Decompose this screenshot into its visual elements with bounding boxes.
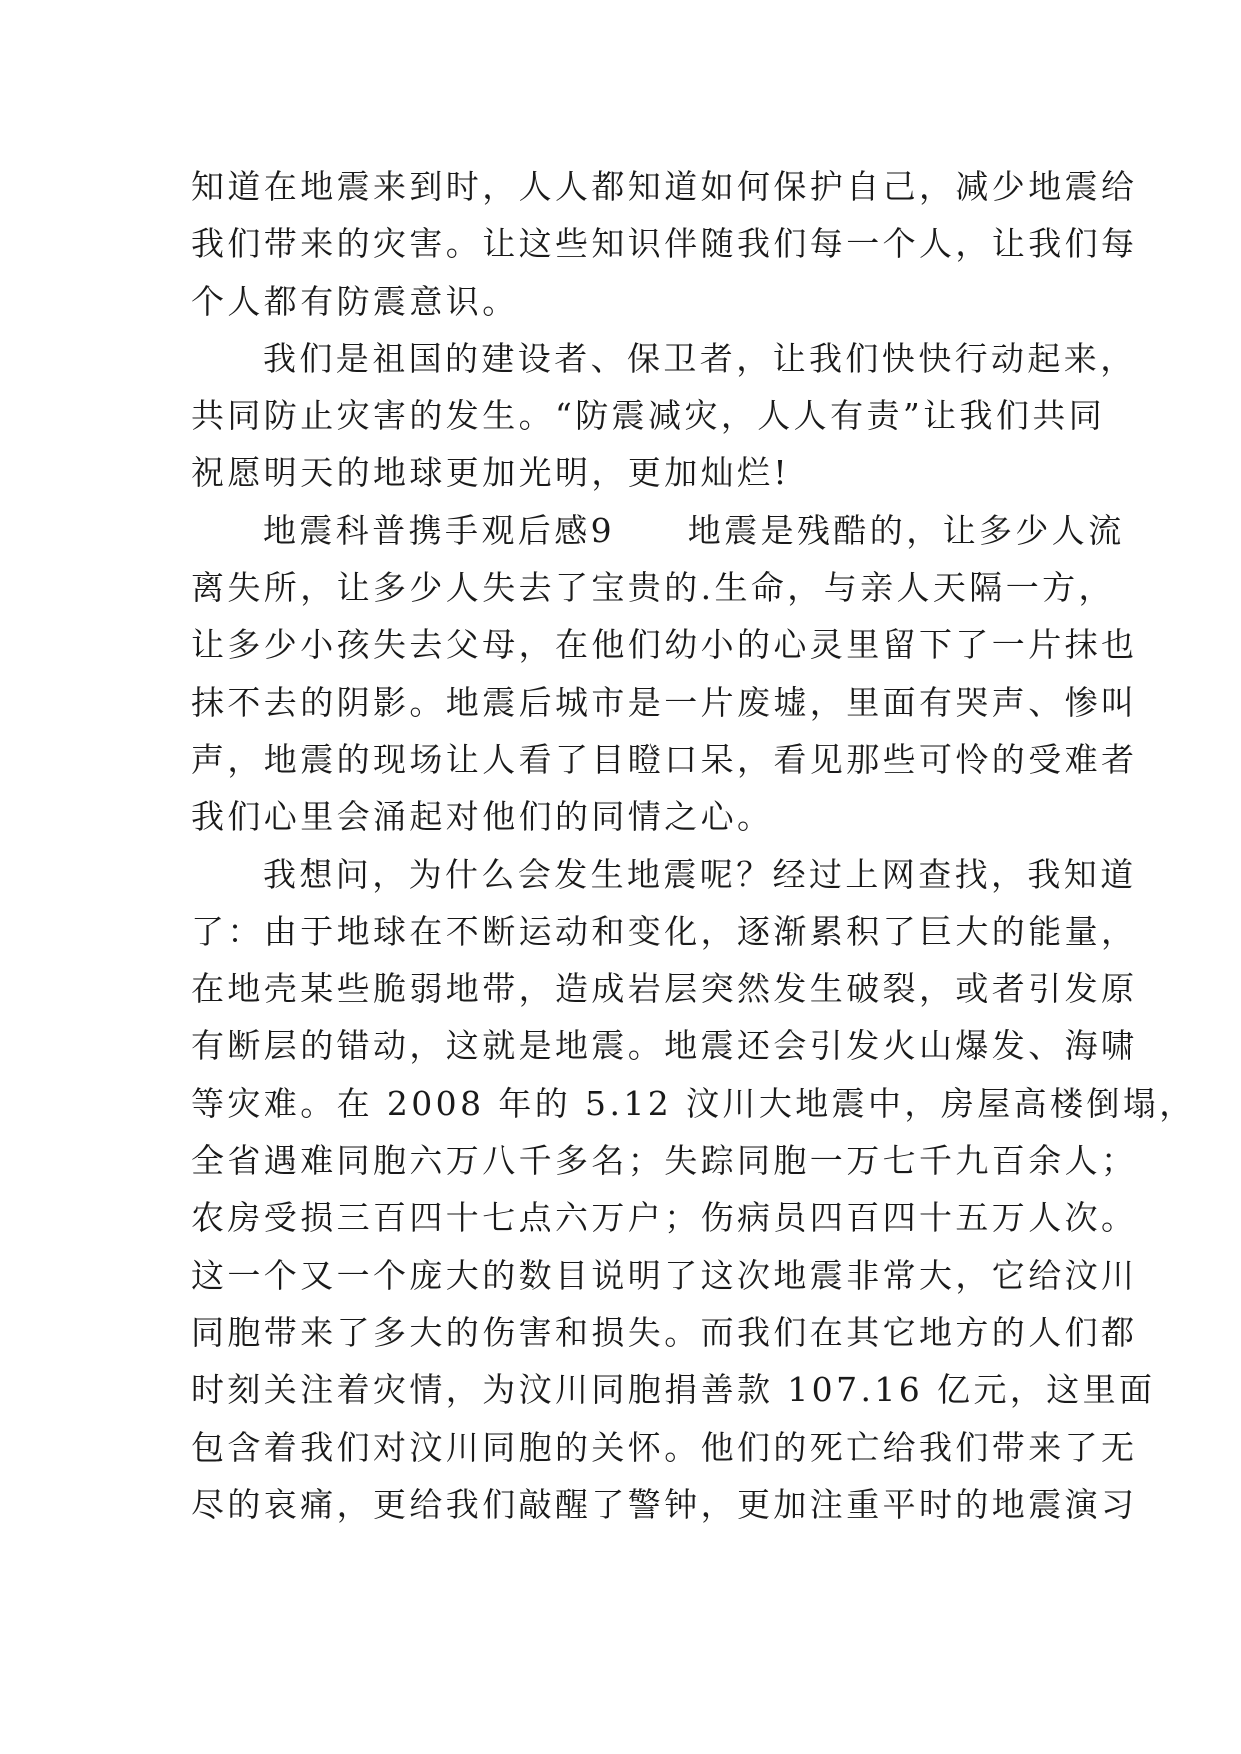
text-line: 离失所，让多少人失去了宝贵的.生命，与亲人天隔一方，	[191, 568, 1115, 608]
paragraph-first-line: 我们是祖国的建设者、保卫者，让我们快快行动起来，	[263, 338, 1137, 378]
text-line: 祝愿明天的地球更加光明，更加灿烂!	[191, 453, 791, 493]
text-line: 有断层的错动，这就是地震。地震还会引发火山爆发、海啸	[191, 1026, 1138, 1066]
text-line: 在地壳某些脆弱地带，造成岩层突然发生破裂，或者引发原	[191, 969, 1138, 1009]
text-line: 让多少小孩失去父母，在他们幼小的心灵里留下了一片抹也	[191, 625, 1138, 665]
text-line: 抹不去的阴影。地震后城市是一片废墟，里面有哭声、惨叫	[191, 682, 1138, 722]
text-line: 时刻关注着灾情，为汶川同胞捐善款 107.16 亿元，这里面	[191, 1370, 1156, 1410]
text-line: 了：由于地球在不断运动和变化，逐渐累积了巨大的能量，	[191, 911, 1138, 951]
text-line: 农房受损三百四十七点六万户；伤病员四百四十五万人次。	[191, 1198, 1138, 1238]
text-line: 同胞带来了多大的伤害和损失。而我们在其它地方的人们都	[191, 1312, 1138, 1352]
text-line: 我们心里会涌起对他们的同情之心。	[191, 797, 774, 837]
text-line: 个人都有防震意识。	[191, 281, 519, 321]
paragraph-first-line: 我想问，为什么会发生地震呢？经过上网查找，我知道	[263, 854, 1137, 894]
text-line: 包含着我们对汶川同胞的关怀。他们的死亡给我们带来了无	[191, 1427, 1138, 1467]
text-line: 共同防止灾害的发生。“防震减灾，人人有责”让我们共同	[191, 396, 1106, 436]
text-line: 全省遇难同胞六万八千多名；失踪同胞一万七千九百余人；	[191, 1141, 1138, 1181]
text-line: 声，地震的现场让人看了目瞪口呆，看见那些可怜的受难者	[191, 739, 1138, 779]
text-line: 尽的哀痛，更给我们敲醒了警钟，更加注重平时的地震演习	[191, 1484, 1138, 1524]
document-body	[191, 158, 1196, 1533]
text-line: 知道在地震来到时，人人都知道如何保护自己，减少地震给	[191, 167, 1138, 206]
text-line: 我们带来的灾害。让这些知识伴随我们每一个人，让我们每	[191, 224, 1138, 264]
paragraph-first-line: 地震科普携手观后感9 地震是残酷的，让多少人流	[263, 510, 1125, 550]
text-line: 等灾难。在 2008 年的 5.12 汶川大地震中，房屋高楼倒塌，	[191, 1083, 1196, 1123]
text-line: 这一个又一个庞大的数目说明了这次地震非常大，它给汶川	[191, 1255, 1138, 1295]
